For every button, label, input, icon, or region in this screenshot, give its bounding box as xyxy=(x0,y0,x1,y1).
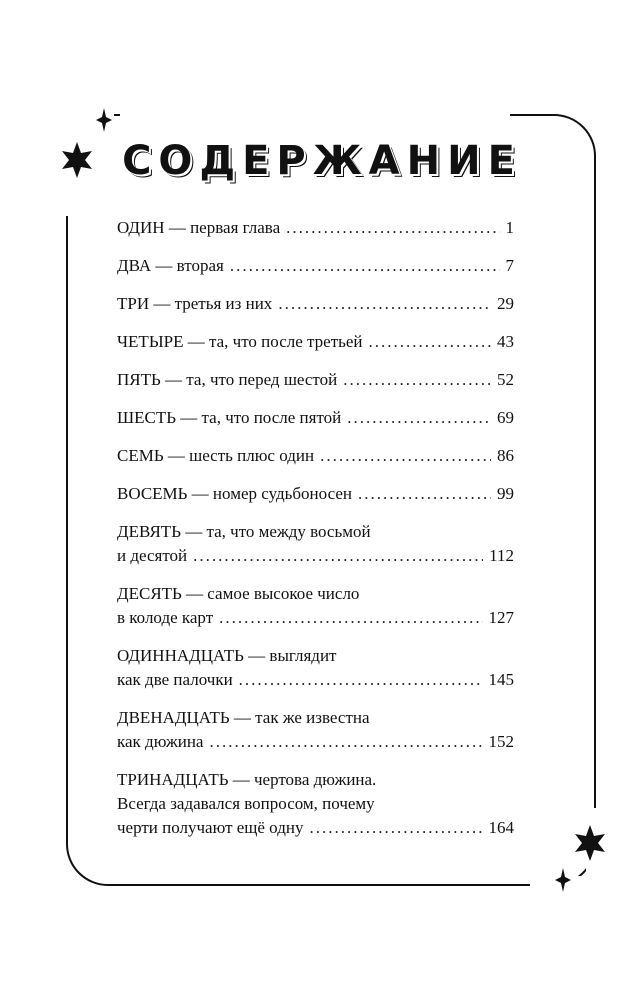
toc-entry[interactable] xyxy=(117,644,514,692)
toc-entry[interactable] xyxy=(117,406,514,430)
dot-leader xyxy=(278,292,491,316)
toc-entry-last-line xyxy=(117,368,514,392)
dot-leader xyxy=(286,216,499,240)
toc-entry-title: ПЯТЬ — та, что перед шестой xyxy=(117,370,338,389)
toc-entry[interactable] xyxy=(117,520,514,568)
page-number: 164 xyxy=(488,818,514,837)
star-icon xyxy=(96,108,112,132)
dot-leader xyxy=(320,444,491,468)
toc-entry[interactable] xyxy=(117,292,514,316)
toc-entry-line: ДЕСЯТЬ — самое высокое число xyxy=(117,584,360,603)
toc-entry[interactable] xyxy=(117,254,514,278)
dot-leader xyxy=(347,406,491,430)
toc-entry-line: ТРИНАДЦАТЬ — чертова дюжина. xyxy=(117,770,377,789)
page-title: СОДЕРЖАНИЕ xyxy=(122,138,522,184)
toc-entry-title: ШЕСТЬ — та, что после пятой xyxy=(117,408,342,427)
toc-entry-last-line xyxy=(117,444,514,468)
toc-entry-line: ДВЕНАДЦАТЬ — так же известна xyxy=(117,708,370,727)
dot-leader xyxy=(309,816,482,840)
toc-entry-last-line xyxy=(117,606,514,630)
toc-entry-title: черти получают ещё одну xyxy=(117,818,304,837)
toc-entry-title: в колоде карт xyxy=(117,608,214,627)
dot-leader xyxy=(230,254,500,278)
page-number: 145 xyxy=(488,670,514,689)
dot-leader xyxy=(358,482,491,506)
toc-entry-title: ЧЕТЫРЕ — та, что после третьей xyxy=(117,332,363,351)
page-number: 86 xyxy=(497,446,514,465)
toc-entry-title: ВОСЕМЬ — номер судьбоносен xyxy=(117,484,352,503)
toc-entry[interactable] xyxy=(117,444,514,468)
dot-leader xyxy=(369,330,491,354)
page-number: 7 xyxy=(505,256,514,275)
toc-entry-line: Всегда задавался вопросом, почему xyxy=(117,794,375,813)
toc-entry-last-line xyxy=(117,482,514,506)
page-number: 152 xyxy=(488,732,514,751)
toc-entry-title: ОДИН — первая глава xyxy=(117,218,281,237)
toc-entry-line: ОДИННАДЦАТЬ — выглядит xyxy=(117,646,337,665)
dot-leader xyxy=(193,544,483,568)
page-number: 99 xyxy=(497,484,514,503)
toc-entry-last-line xyxy=(117,730,514,754)
frame-gap-title xyxy=(120,108,510,122)
toc-entry[interactable] xyxy=(117,582,514,630)
toc-entry-last-line xyxy=(117,668,514,692)
toc-entry[interactable] xyxy=(117,330,514,354)
toc-entry-line: ДЕВЯТЬ — та, что между восьмой xyxy=(117,522,371,541)
toc-entry[interactable] xyxy=(117,216,514,240)
dot-leader xyxy=(343,368,491,392)
toc-entry-last-line xyxy=(117,216,514,240)
star-icon xyxy=(555,868,571,892)
toc-entry-title: ДВА — вторая xyxy=(117,256,224,275)
toc-entry-title: как дюжина xyxy=(117,732,204,751)
toc-entry-title: и десятой xyxy=(117,546,188,565)
toc-entry-title: СЕМЬ — шесть плюс один xyxy=(117,446,315,465)
table-of-contents xyxy=(117,216,514,854)
toc-entry-last-line xyxy=(117,544,514,568)
page-number: 1 xyxy=(505,218,514,237)
toc-entry-title: ТРИ — третья из них xyxy=(117,294,273,313)
page-number: 52 xyxy=(497,370,514,389)
toc-entry-last-line xyxy=(117,292,514,316)
page-number: 69 xyxy=(497,408,514,427)
toc-entry-title: как две палочки xyxy=(117,670,233,689)
page-number: 112 xyxy=(489,546,514,565)
dot-leader xyxy=(209,730,482,754)
toc-entry[interactable] xyxy=(117,368,514,392)
toc-entry-last-line xyxy=(117,330,514,354)
page-number: 43 xyxy=(497,332,514,351)
toc-entry-last-line xyxy=(117,406,514,430)
dot-leader xyxy=(219,606,482,630)
toc-entry-last-line xyxy=(117,816,514,840)
star-icon xyxy=(575,825,605,861)
page-number: 127 xyxy=(488,608,514,627)
toc-entry[interactable] xyxy=(117,768,514,840)
page-number: 29 xyxy=(497,294,514,313)
toc-entry-last-line xyxy=(117,254,514,278)
toc-entry[interactable] xyxy=(117,706,514,754)
dot-leader xyxy=(239,668,483,692)
toc-entry[interactable] xyxy=(117,482,514,506)
